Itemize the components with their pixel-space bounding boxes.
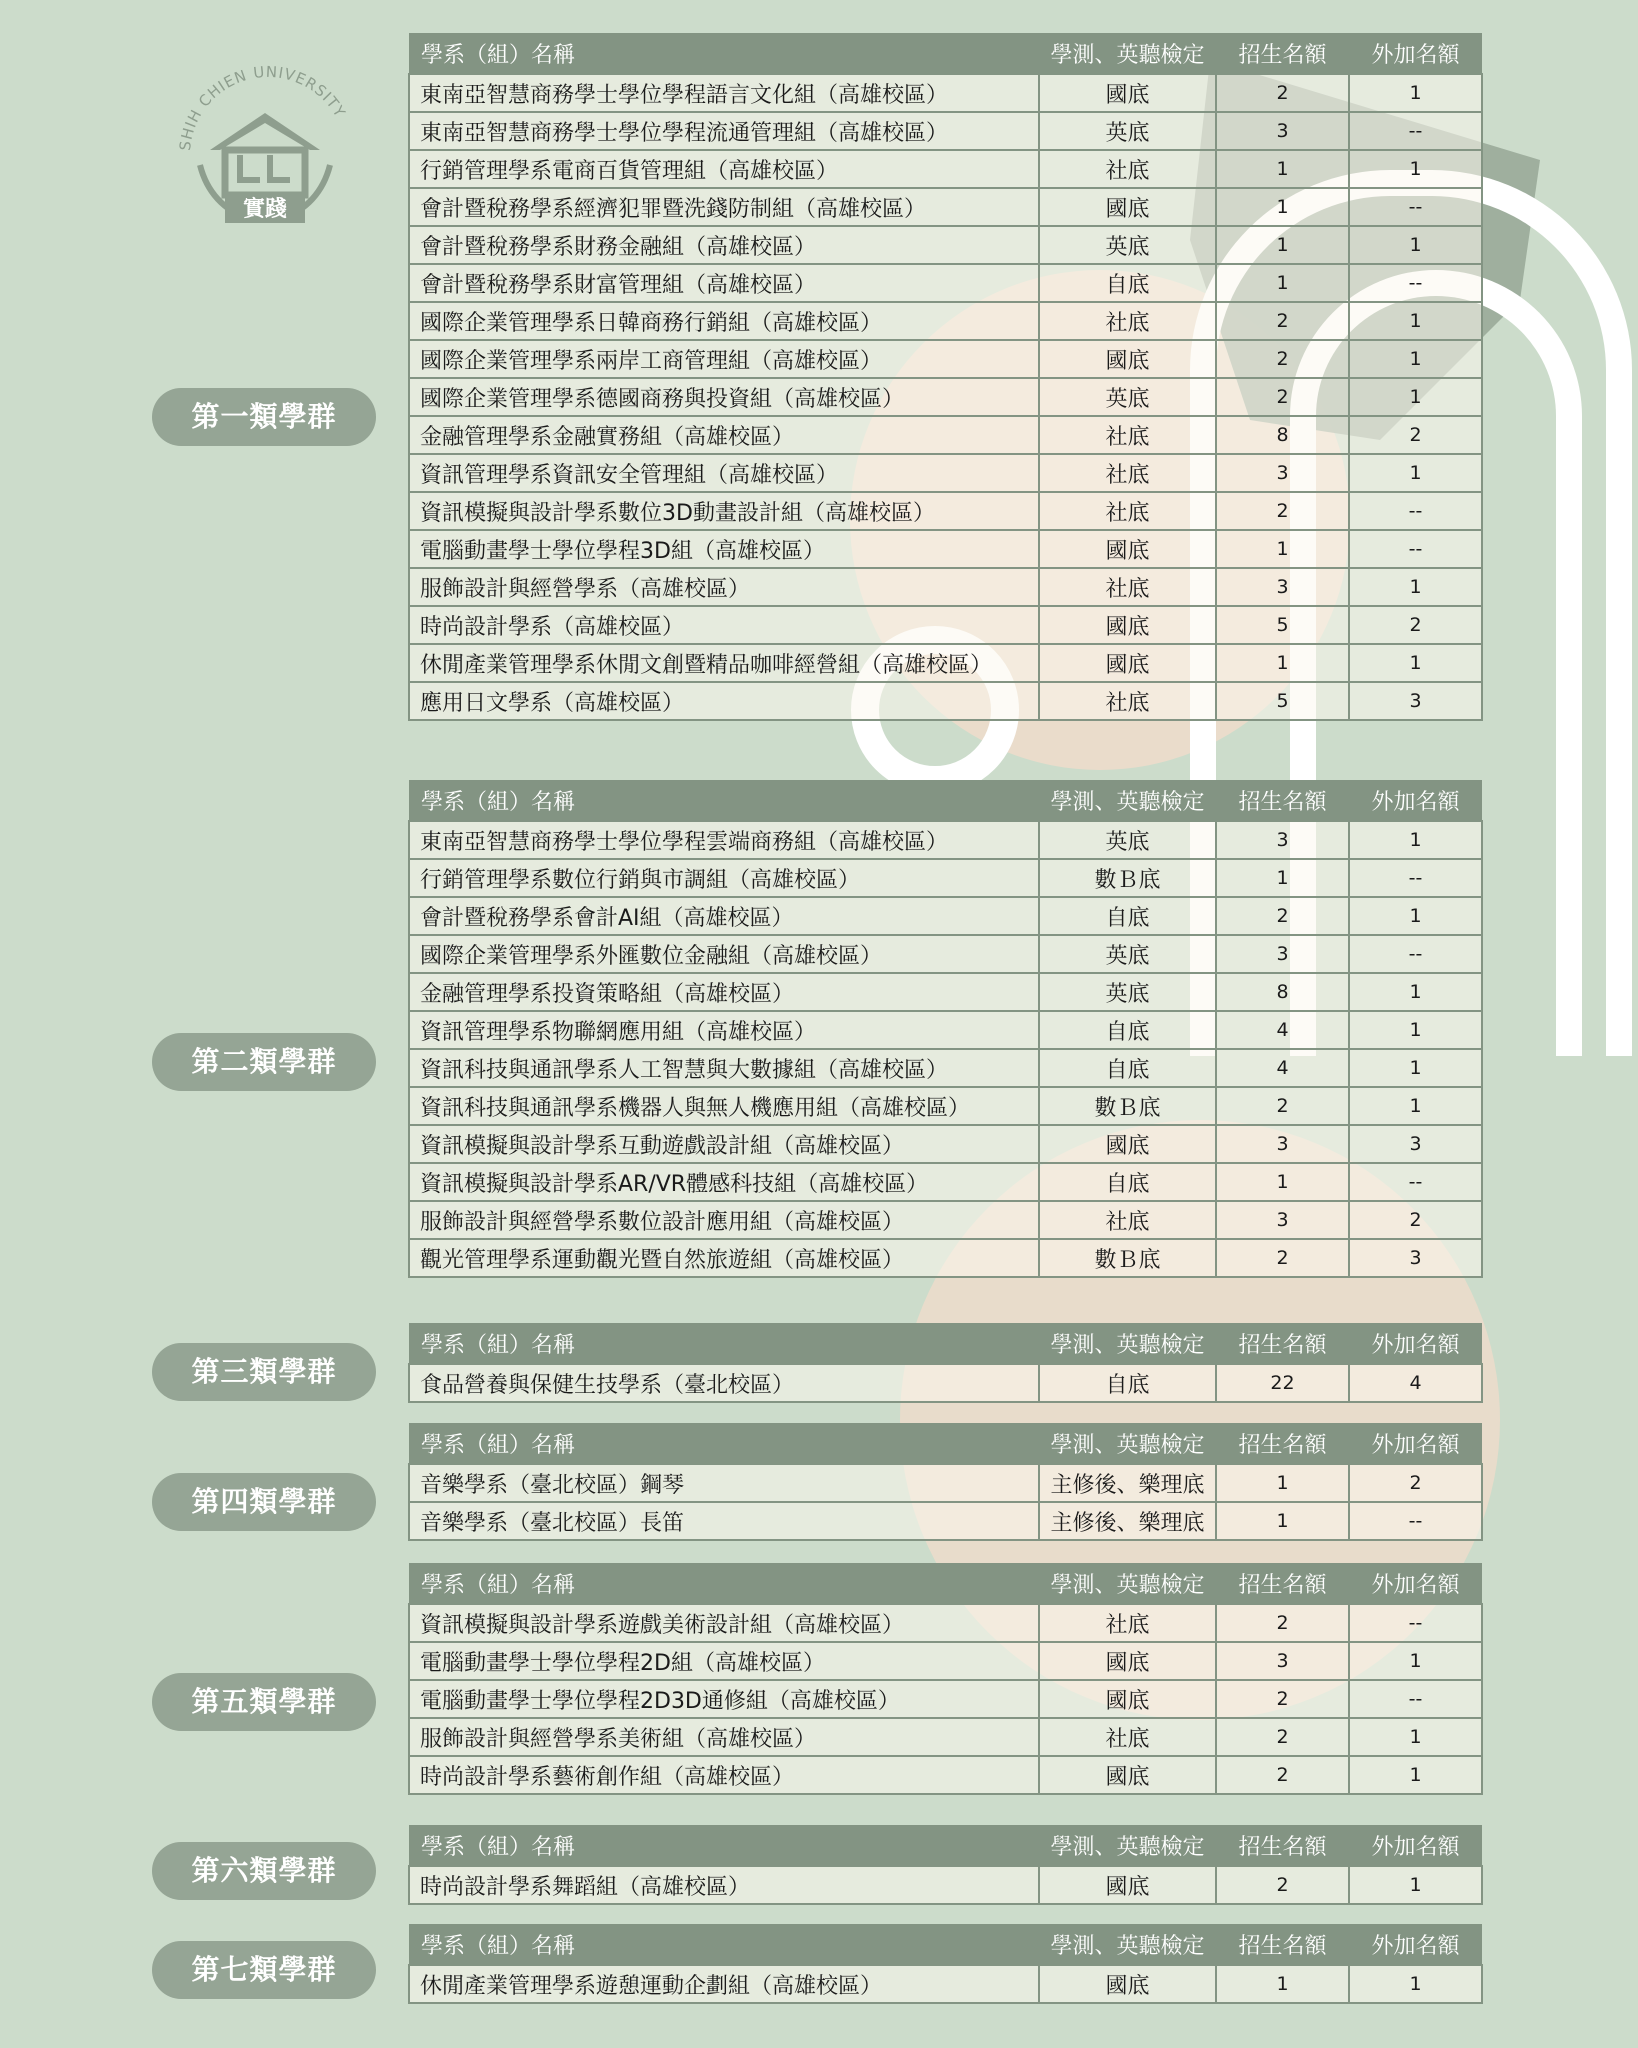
quota-cell: 3 bbox=[1216, 112, 1349, 150]
test-requirement-cell: 社底 bbox=[1039, 492, 1216, 530]
test-requirement-cell: 國底 bbox=[1039, 1125, 1216, 1163]
table-row bbox=[409, 112, 1482, 150]
quota-cell: 3 bbox=[1216, 454, 1349, 492]
test-requirement-cell: 社底 bbox=[1039, 1718, 1216, 1756]
extra-quota-cell: 1 bbox=[1349, 1718, 1482, 1756]
group-table bbox=[408, 33, 1483, 721]
quota-cell: 1 bbox=[1216, 644, 1349, 682]
program-name-cell: 資訊管理學系物聯網應用組（高雄校區） bbox=[409, 1011, 1039, 1049]
col-quota-header: 招生名額 bbox=[1216, 1423, 1349, 1464]
test-requirement-cell: 數Ｂ底 bbox=[1039, 1087, 1216, 1125]
group-table bbox=[408, 1323, 1483, 1403]
group-label: 第一類學群 bbox=[152, 388, 376, 446]
extra-quota-cell: -- bbox=[1349, 530, 1482, 568]
col-quota-header: 招生名額 bbox=[1216, 1924, 1349, 1965]
program-name-cell: 食品營養與保健生技學系（臺北校區） bbox=[409, 1364, 1039, 1402]
test-requirement-cell: 國底 bbox=[1039, 1680, 1216, 1718]
table-row bbox=[409, 1011, 1482, 1049]
extra-quota-cell: 1 bbox=[1349, 1642, 1482, 1680]
col-test-header: 學測、英聽檢定 bbox=[1039, 33, 1216, 74]
table-row bbox=[409, 378, 1482, 416]
program-name-cell: 資訊科技與通訊學系人工智慧與大數據組（高雄校區） bbox=[409, 1049, 1039, 1087]
table-header-row bbox=[409, 33, 1482, 74]
quota-cell: 8 bbox=[1216, 973, 1349, 1011]
program-name-cell: 服飾設計與經營學系（高雄校區） bbox=[409, 568, 1039, 606]
table-row bbox=[409, 302, 1482, 340]
table-row bbox=[409, 935, 1482, 973]
test-requirement-cell: 自底 bbox=[1039, 897, 1216, 935]
extra-quota-cell: 1 bbox=[1349, 340, 1482, 378]
quota-cell: 3 bbox=[1216, 568, 1349, 606]
test-requirement-cell: 自底 bbox=[1039, 264, 1216, 302]
quota-cell: 1 bbox=[1216, 1502, 1349, 1540]
test-requirement-cell: 國底 bbox=[1039, 606, 1216, 644]
quota-cell: 2 bbox=[1216, 74, 1349, 112]
quota-cell: 1 bbox=[1216, 264, 1349, 302]
quota-cell: 2 bbox=[1216, 1756, 1349, 1794]
logo-roof-icon bbox=[210, 113, 320, 150]
test-requirement-cell: 英底 bbox=[1039, 973, 1216, 1011]
program-name-cell: 資訊科技與通訊學系機器人與無人機應用組（高雄校區） bbox=[409, 1087, 1039, 1125]
test-requirement-cell: 英底 bbox=[1039, 821, 1216, 859]
table-header-row bbox=[409, 1825, 1482, 1866]
quota-cell: 1 bbox=[1216, 188, 1349, 226]
col-test-header: 學測、英聽檢定 bbox=[1039, 780, 1216, 821]
group-label: 第二類學群 bbox=[152, 1033, 376, 1091]
quota-cell: 1 bbox=[1216, 226, 1349, 264]
group-table bbox=[408, 1825, 1483, 1905]
program-name-cell: 會計暨稅務學系財務金融組（高雄校區） bbox=[409, 226, 1039, 264]
quota-cell: 3 bbox=[1216, 1125, 1349, 1163]
quota-cell: 2 bbox=[1216, 1866, 1349, 1904]
extra-quota-cell: -- bbox=[1349, 112, 1482, 150]
extra-quota-cell: -- bbox=[1349, 859, 1482, 897]
col-extra-header: 外加名額 bbox=[1349, 1423, 1482, 1464]
program-name-cell: 行銷管理學系電商百貨管理組（高雄校區） bbox=[409, 150, 1039, 188]
col-quota-header: 招生名額 bbox=[1216, 780, 1349, 821]
table-row bbox=[409, 492, 1482, 530]
group-table bbox=[408, 780, 1483, 1278]
table-row bbox=[409, 1201, 1482, 1239]
quota-cell: 3 bbox=[1216, 1642, 1349, 1680]
table-row bbox=[409, 682, 1482, 720]
test-requirement-cell: 數Ｂ底 bbox=[1039, 1239, 1216, 1277]
table-header-row bbox=[409, 1323, 1482, 1364]
col-quota-header: 招生名額 bbox=[1216, 1323, 1349, 1364]
table-row bbox=[409, 150, 1482, 188]
col-extra-header: 外加名額 bbox=[1349, 33, 1482, 74]
extra-quota-cell: 1 bbox=[1349, 454, 1482, 492]
group-table bbox=[408, 1423, 1483, 1541]
program-name-cell: 服飾設計與經營學系美術組（高雄校區） bbox=[409, 1718, 1039, 1756]
extra-quota-cell: 1 bbox=[1349, 568, 1482, 606]
extra-quota-cell: 1 bbox=[1349, 226, 1482, 264]
table-row bbox=[409, 1642, 1482, 1680]
extra-quota-cell: 3 bbox=[1349, 682, 1482, 720]
logo-emblem-text: 實踐 bbox=[242, 197, 288, 222]
program-name-cell: 國際企業管理學系外匯數位金融組（高雄校區） bbox=[409, 935, 1039, 973]
test-requirement-cell: 國底 bbox=[1039, 644, 1216, 682]
program-name-cell: 電腦動畫學士學位學程3D組（高雄校區） bbox=[409, 530, 1039, 568]
col-test-header: 學測、英聽檢定 bbox=[1039, 1323, 1216, 1364]
table-header-row bbox=[409, 780, 1482, 821]
extra-quota-cell: 1 bbox=[1349, 1965, 1482, 2003]
quota-cell: 5 bbox=[1216, 682, 1349, 720]
group-table bbox=[408, 1924, 1483, 2004]
program-name-cell: 休閒產業管理學系休閒文創暨精品咖啡經營組（高雄校區） bbox=[409, 644, 1039, 682]
extra-quota-cell: 1 bbox=[1349, 644, 1482, 682]
group-table bbox=[408, 1563, 1483, 1795]
test-requirement-cell: 國底 bbox=[1039, 1965, 1216, 2003]
col-name-header: 學系（組）名稱 bbox=[409, 1323, 1039, 1364]
test-requirement-cell: 社底 bbox=[1039, 1604, 1216, 1642]
extra-quota-cell: -- bbox=[1349, 1680, 1482, 1718]
extra-quota-cell: 1 bbox=[1349, 821, 1482, 859]
col-quota-header: 招生名額 bbox=[1216, 1825, 1349, 1866]
col-quota-header: 招生名額 bbox=[1216, 33, 1349, 74]
program-name-cell: 電腦動畫學士學位學程2D組（高雄校區） bbox=[409, 1642, 1039, 1680]
program-name-cell: 會計暨稅務學系會計AI組（高雄校區） bbox=[409, 897, 1039, 935]
program-name-cell: 時尚設計學系（高雄校區） bbox=[409, 606, 1039, 644]
test-requirement-cell: 國底 bbox=[1039, 1756, 1216, 1794]
test-requirement-cell: 主修後、樂理底 bbox=[1039, 1464, 1216, 1502]
table-row bbox=[409, 1364, 1482, 1402]
test-requirement-cell: 國底 bbox=[1039, 188, 1216, 226]
program-name-cell: 國際企業管理學系日韓商務行銷組（高雄校區） bbox=[409, 302, 1039, 340]
table-row bbox=[409, 226, 1482, 264]
program-name-cell: 電腦動畫學士學位學程2D3D通修組（高雄校區） bbox=[409, 1680, 1039, 1718]
col-test-header: 學測、英聽檢定 bbox=[1039, 1924, 1216, 1965]
program-name-cell: 行銷管理學系數位行銷與市調組（高雄校區） bbox=[409, 859, 1039, 897]
table-header-row bbox=[409, 1924, 1482, 1965]
program-name-cell: 應用日文學系（高雄校區） bbox=[409, 682, 1039, 720]
extra-quota-cell: 4 bbox=[1349, 1364, 1482, 1402]
test-requirement-cell: 社底 bbox=[1039, 302, 1216, 340]
extra-quota-cell: 1 bbox=[1349, 1866, 1482, 1904]
test-requirement-cell: 國底 bbox=[1039, 530, 1216, 568]
table-row bbox=[409, 606, 1482, 644]
extra-quota-cell: 3 bbox=[1349, 1125, 1482, 1163]
quota-cell: 2 bbox=[1216, 1239, 1349, 1277]
quota-cell: 1 bbox=[1216, 1464, 1349, 1502]
test-requirement-cell: 自底 bbox=[1039, 1364, 1216, 1402]
test-requirement-cell: 英底 bbox=[1039, 112, 1216, 150]
extra-quota-cell: 1 bbox=[1349, 897, 1482, 935]
table-row bbox=[409, 264, 1482, 302]
col-name-header: 學系（組）名稱 bbox=[409, 780, 1039, 821]
quota-cell: 3 bbox=[1216, 935, 1349, 973]
quota-cell: 1 bbox=[1216, 1965, 1349, 2003]
program-name-cell: 時尚設計學系舞蹈組（高雄校區） bbox=[409, 1866, 1039, 1904]
quota-cell: 2 bbox=[1216, 1604, 1349, 1642]
group-label: 第七類學群 bbox=[152, 1941, 376, 1999]
extra-quota-cell: 2 bbox=[1349, 1464, 1482, 1502]
test-requirement-cell: 英底 bbox=[1039, 935, 1216, 973]
logo-arc-text: SHIH CHIEN UNIVERSITY bbox=[176, 62, 350, 152]
quota-cell: 5 bbox=[1216, 606, 1349, 644]
quota-cell: 2 bbox=[1216, 492, 1349, 530]
quota-cell: 3 bbox=[1216, 821, 1349, 859]
test-requirement-cell: 自底 bbox=[1039, 1163, 1216, 1201]
program-name-cell: 金融管理學系投資策略組（高雄校區） bbox=[409, 973, 1039, 1011]
table-row bbox=[409, 1464, 1482, 1502]
extra-quota-cell: -- bbox=[1349, 492, 1482, 530]
program-name-cell: 國際企業管理學系德國商務與投資組（高雄校區） bbox=[409, 378, 1039, 416]
extra-quota-cell: -- bbox=[1349, 264, 1482, 302]
quota-cell: 2 bbox=[1216, 1718, 1349, 1756]
test-requirement-cell: 主修後、樂理底 bbox=[1039, 1502, 1216, 1540]
group-label: 第六類學群 bbox=[152, 1842, 376, 1900]
table-row bbox=[409, 1680, 1482, 1718]
test-requirement-cell: 社底 bbox=[1039, 150, 1216, 188]
test-requirement-cell: 英底 bbox=[1039, 378, 1216, 416]
svg-text:SHIH CHIEN UNIVERSITY bbox=[176, 63, 349, 152]
col-extra-header: 外加名額 bbox=[1349, 780, 1482, 821]
extra-quota-cell: 2 bbox=[1349, 606, 1482, 644]
table-row bbox=[409, 74, 1482, 112]
table-row bbox=[409, 530, 1482, 568]
quota-cell: 2 bbox=[1216, 302, 1349, 340]
extra-quota-cell: 2 bbox=[1349, 1201, 1482, 1239]
test-requirement-cell: 國底 bbox=[1039, 1866, 1216, 1904]
col-extra-header: 外加名額 bbox=[1349, 1825, 1482, 1866]
quota-cell: 1 bbox=[1216, 859, 1349, 897]
quota-cell: 2 bbox=[1216, 1087, 1349, 1125]
table-row bbox=[409, 644, 1482, 682]
table-row bbox=[409, 859, 1482, 897]
table-row bbox=[409, 1239, 1482, 1277]
program-name-cell: 東南亞智慧商務學士學位學程語言文化組（高雄校區） bbox=[409, 74, 1039, 112]
program-name-cell: 休閒產業管理學系遊憩運動企劃組（高雄校區） bbox=[409, 1965, 1039, 2003]
extra-quota-cell: 1 bbox=[1349, 302, 1482, 340]
table-row bbox=[409, 973, 1482, 1011]
program-name-cell: 觀光管理學系運動觀光暨自然旅遊組（高雄校區） bbox=[409, 1239, 1039, 1277]
quota-cell: 4 bbox=[1216, 1011, 1349, 1049]
program-name-cell: 服飾設計與經營學系數位設計應用組（高雄校區） bbox=[409, 1201, 1039, 1239]
col-extra-header: 外加名額 bbox=[1349, 1563, 1482, 1604]
col-name-header: 學系（組）名稱 bbox=[409, 1423, 1039, 1464]
program-name-cell: 會計暨稅務學系財富管理組（高雄校區） bbox=[409, 264, 1039, 302]
program-name-cell: 東南亞智慧商務學士學位學程雲端商務組（高雄校區） bbox=[409, 821, 1039, 859]
test-requirement-cell: 社底 bbox=[1039, 568, 1216, 606]
col-test-header: 學測、英聽檢定 bbox=[1039, 1563, 1216, 1604]
extra-quota-cell: -- bbox=[1349, 1604, 1482, 1642]
extra-quota-cell: -- bbox=[1349, 935, 1482, 973]
col-name-header: 學系（組）名稱 bbox=[409, 1924, 1039, 1965]
col-quota-header: 招生名額 bbox=[1216, 1563, 1349, 1604]
program-name-cell: 資訊模擬與設計學系數位3D動畫設計組（高雄校區） bbox=[409, 492, 1039, 530]
col-name-header: 學系（組）名稱 bbox=[409, 1825, 1039, 1866]
extra-quota-cell: 1 bbox=[1349, 1011, 1482, 1049]
test-requirement-cell: 數Ｂ底 bbox=[1039, 859, 1216, 897]
quota-cell: 4 bbox=[1216, 1049, 1349, 1087]
test-requirement-cell: 自底 bbox=[1039, 1011, 1216, 1049]
quota-cell: 3 bbox=[1216, 1201, 1349, 1239]
extra-quota-cell: 3 bbox=[1349, 1239, 1482, 1277]
table-row bbox=[409, 1502, 1482, 1540]
extra-quota-cell: 1 bbox=[1349, 150, 1482, 188]
table-row bbox=[409, 568, 1482, 606]
quota-cell: 2 bbox=[1216, 378, 1349, 416]
program-name-cell: 東南亞智慧商務學士學位學程流通管理組（高雄校區） bbox=[409, 112, 1039, 150]
test-requirement-cell: 英底 bbox=[1039, 226, 1216, 264]
test-requirement-cell: 社底 bbox=[1039, 454, 1216, 492]
program-name-cell: 金融管理學系金融實務組（高雄校區） bbox=[409, 416, 1039, 454]
table-row bbox=[409, 188, 1482, 226]
test-requirement-cell: 國底 bbox=[1039, 340, 1216, 378]
extra-quota-cell: 1 bbox=[1349, 74, 1482, 112]
program-name-cell: 會計暨稅務學系經濟犯罪暨洗錢防制組（高雄校區） bbox=[409, 188, 1039, 226]
quota-cell: 2 bbox=[1216, 897, 1349, 935]
program-name-cell: 資訊模擬與設計學系遊戲美術設計組（高雄校區） bbox=[409, 1604, 1039, 1642]
col-extra-header: 外加名額 bbox=[1349, 1924, 1482, 1965]
table-row bbox=[409, 340, 1482, 378]
extra-quota-cell: 2 bbox=[1349, 416, 1482, 454]
quota-cell: 1 bbox=[1216, 1163, 1349, 1201]
table-row bbox=[409, 1087, 1482, 1125]
table-row bbox=[409, 1049, 1482, 1087]
table-row bbox=[409, 454, 1482, 492]
program-name-cell: 資訊管理學系資訊安全管理組（高雄校區） bbox=[409, 454, 1039, 492]
extra-quota-cell: -- bbox=[1349, 188, 1482, 226]
quota-cell: 2 bbox=[1216, 1680, 1349, 1718]
program-name-cell: 國際企業管理學系兩岸工商管理組（高雄校區） bbox=[409, 340, 1039, 378]
test-requirement-cell: 社底 bbox=[1039, 416, 1216, 454]
test-requirement-cell: 社底 bbox=[1039, 682, 1216, 720]
university-logo bbox=[170, 55, 360, 240]
test-requirement-cell: 社底 bbox=[1039, 1201, 1216, 1239]
test-requirement-cell: 國底 bbox=[1039, 1642, 1216, 1680]
col-name-header: 學系（組）名稱 bbox=[409, 1563, 1039, 1604]
extra-quota-cell: 1 bbox=[1349, 973, 1482, 1011]
table-row bbox=[409, 1163, 1482, 1201]
extra-quota-cell: 1 bbox=[1349, 1049, 1482, 1087]
group-label: 第三類學群 bbox=[152, 1343, 376, 1401]
quota-cell: 22 bbox=[1216, 1364, 1349, 1402]
extra-quota-cell: -- bbox=[1349, 1502, 1482, 1540]
extra-quota-cell: 1 bbox=[1349, 378, 1482, 416]
program-name-cell: 音樂學系（臺北校區）鋼琴 bbox=[409, 1464, 1039, 1502]
table-row bbox=[409, 1866, 1482, 1904]
test-requirement-cell: 自底 bbox=[1039, 1049, 1216, 1087]
quota-cell: 1 bbox=[1216, 530, 1349, 568]
col-test-header: 學測、英聽檢定 bbox=[1039, 1423, 1216, 1464]
program-name-cell: 資訊模擬與設計學系互動遊戲設計組（高雄校區） bbox=[409, 1125, 1039, 1163]
table-header-row bbox=[409, 1423, 1482, 1464]
table-row bbox=[409, 1125, 1482, 1163]
test-requirement-cell: 國底 bbox=[1039, 74, 1216, 112]
table-row bbox=[409, 897, 1482, 935]
table-row bbox=[409, 416, 1482, 454]
program-name-cell: 時尚設計學系藝術創作組（高雄校區） bbox=[409, 1756, 1039, 1794]
group-label: 第四類學群 bbox=[152, 1473, 376, 1531]
table-header-row bbox=[409, 1563, 1482, 1604]
col-name-header: 學系（組）名稱 bbox=[409, 33, 1039, 74]
table-row bbox=[409, 1965, 1482, 2003]
quota-cell: 1 bbox=[1216, 150, 1349, 188]
group-label: 第五類學群 bbox=[152, 1673, 376, 1731]
table-row bbox=[409, 1604, 1482, 1642]
table-row bbox=[409, 1718, 1482, 1756]
extra-quota-cell: 1 bbox=[1349, 1756, 1482, 1794]
quota-cell: 8 bbox=[1216, 416, 1349, 454]
quota-cell: 2 bbox=[1216, 340, 1349, 378]
col-extra-header: 外加名額 bbox=[1349, 1323, 1482, 1364]
table-row bbox=[409, 821, 1482, 859]
program-name-cell: 資訊模擬與設計學系AR/VR體感科技組（高雄校區） bbox=[409, 1163, 1039, 1201]
col-test-header: 學測、英聽檢定 bbox=[1039, 1825, 1216, 1866]
table-row bbox=[409, 1756, 1482, 1794]
extra-quota-cell: -- bbox=[1349, 1163, 1482, 1201]
program-name-cell: 音樂學系（臺北校區）長笛 bbox=[409, 1502, 1039, 1540]
extra-quota-cell: 1 bbox=[1349, 1087, 1482, 1125]
